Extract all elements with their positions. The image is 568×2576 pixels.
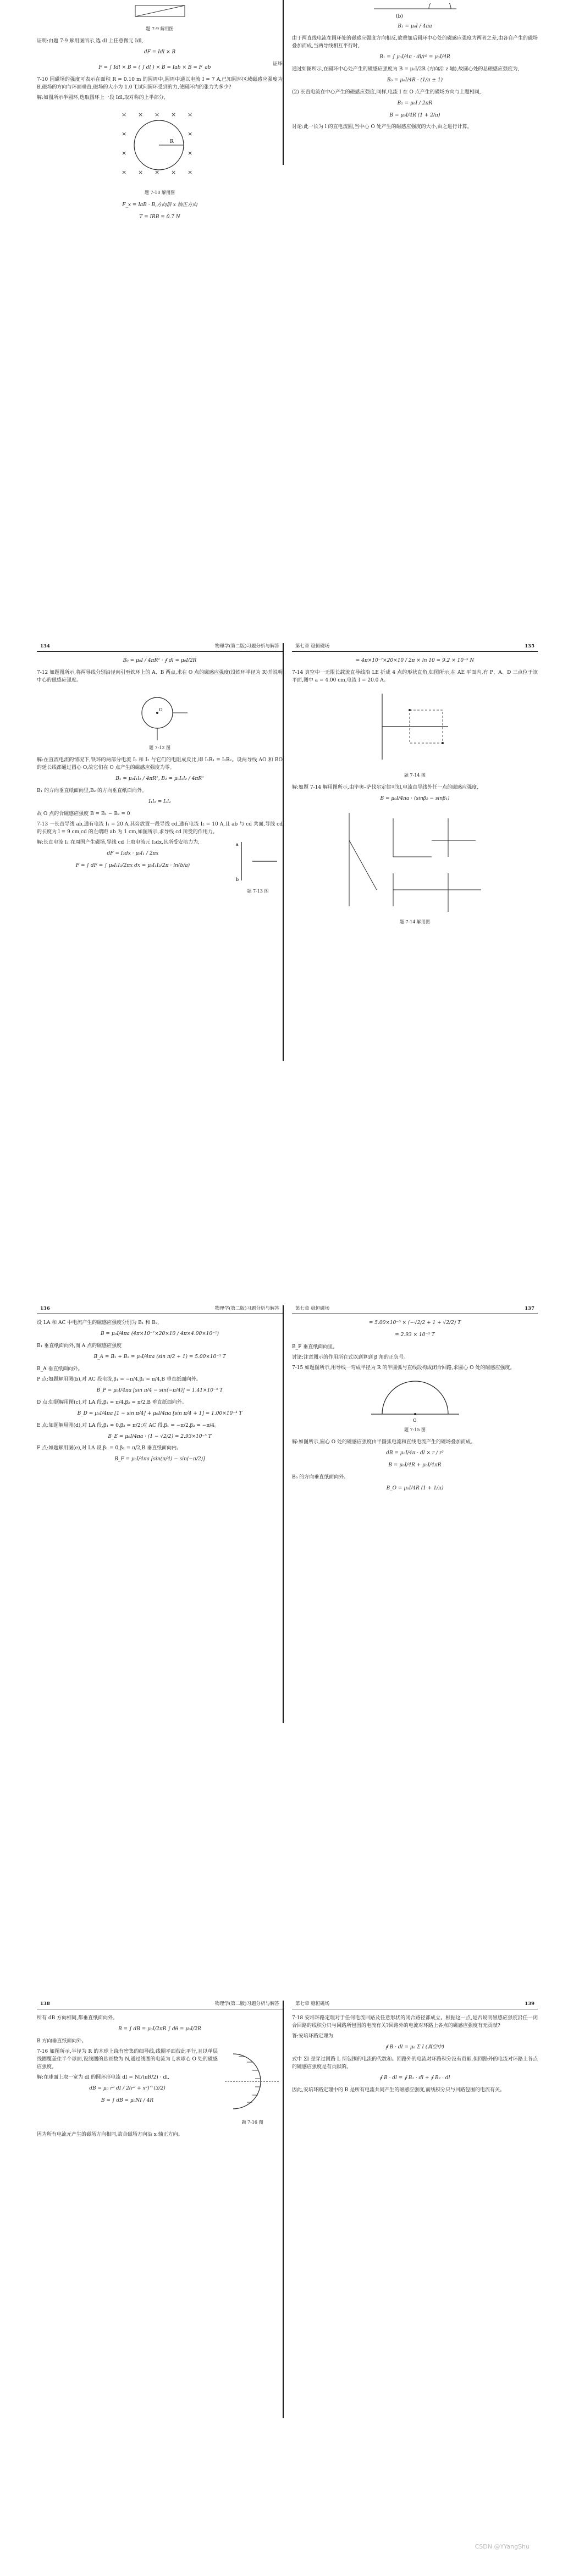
svg-text:b: b	[236, 877, 239, 882]
problem-7-13: 7-13 一长直导线 ab,通有电流 I₁ = 20 A,其旁放置一段导线 cd,通有电流 I₂ = 10 A,且 ab 与 cd 共面,导线 cd 的长度为 l = 9 cm,cd 的左端距 ab 为 1 cm,如图所示,求导线 cd 所受的作用力。	[37, 822, 283, 835]
page-number: 138	[40, 2001, 50, 2007]
equation: B₂ = μ₀I / 2πR	[397, 100, 433, 106]
equation: B = ∫ dB = μ₀I/2πR ∫ dθ = μ₀I/2R	[118, 2026, 201, 2032]
equation: B₀ = μ₀I/4R · (1/π ± 1)	[387, 77, 443, 83]
page-header	[37, 1305, 283, 1314]
solution: 解:如题 7-14 解用图所示,由毕奥–萨伐尔定律可知,电流直导线外任一点的磁感应强度,	[292, 785, 479, 791]
running-title: 第七章 稳恒磁场	[295, 644, 330, 649]
problem-7-15: 7-15 如题图所示,用导线一弯成半径为 R 的半圆弧与直线段构成闭合回路,求圆心 O 处的磁感应强度。	[292, 1365, 515, 1371]
svg-text:×: ×	[170, 111, 176, 119]
figure-sublabel: (b)	[395, 14, 403, 19]
spread-1	[0, 0, 568, 550]
figure-7-13	[233, 839, 283, 883]
svg-text:×: ×	[137, 169, 143, 176]
running-title: 物理学(第二版)习题分析与解答	[214, 644, 279, 649]
page-right-1	[290, 0, 540, 550]
paragraph: B 方向垂直纸面向外。	[37, 2038, 87, 2045]
figure-caption: 题 7-16 图	[241, 2119, 263, 2125]
proof-done-label: 证毕	[272, 62, 283, 68]
svg-text:×: ×	[121, 169, 126, 176]
paragraph: E 点:如题解用图(d),对 LA 段,β₁ = 0,β₂ = π/2;对 AC 段,β₁ = −π/2,β₂ = −π/4。	[37, 1422, 220, 1428]
page-number: 135	[525, 644, 534, 649]
page-divider	[283, 643, 284, 1061]
equation: = 4π×10⁻⁷×20×10 / 2π × ln 10 = 9.2 × 10⁻⁵ N	[355, 658, 475, 664]
paragraph: F 点:如题解用图(e),对 LA 段,β₁ = 0,β₂ = π/2,B 垂直纸面向内。	[37, 1445, 182, 1452]
paragraph: 式中 ΣI 是穿过回路 L 所包围的电流的代数和。回路外的电流对环路积分没有贡献,但回路外的电流对环路上各点的磁感应强度是有贡献的。	[292, 2056, 538, 2070]
svg-text:×: ×	[187, 111, 192, 119]
equation: B_P = μ₀I/4πa [sin π/4 − sin(−π/4)] = 1.41×10⁻⁴ T	[96, 1387, 223, 1393]
figure-caption: 题 7-13 图	[247, 888, 269, 894]
equation: B = μ₀I/4πa (4π×10⁻⁷×20×10 / 4π×4.00×10⁻²)	[100, 1331, 219, 1337]
page-left-2	[35, 643, 285, 1193]
figure-7-11	[368, 3, 462, 20]
equation: dF = I₂dx · μ₀I₁ / 2πx	[107, 850, 159, 856]
equation: B = μ₀I/4R (1 + 2/π)	[389, 112, 440, 118]
figure-caption: 题 7-10 解用图	[144, 190, 175, 196]
equation: ∮ B · dl = ∮ B₁ · dl + ∮ B₂ · dl	[379, 2075, 450, 2081]
equation: B_F = μ₀I/4πa [sin(π/4) − sin(−π/2)]	[114, 1456, 205, 1462]
equation: B = μ₀I/4R + μ₀I/4πR	[388, 1462, 442, 1469]
equation: = 5.00×10⁻⁵ × (−√2/2 + 1 + √2/2) T	[368, 1320, 461, 1326]
figure-caption: 题 7-15 图	[404, 1427, 426, 1432]
equation: T = IRB = 0.7 N	[139, 214, 180, 220]
page-right-3	[290, 1305, 540, 1855]
page-number: 134	[40, 644, 50, 649]
equation: dB = μ₀I/4π · dl × r / r³	[386, 1450, 444, 1456]
svg-text:R: R	[169, 139, 174, 145]
paragraph: 因为所有电流元产生的磁场方向相同,故合磁场方向沿 x 轴正方向。	[37, 2132, 183, 2138]
paragraph: 讨论:注意图示的作用所在式以到算到 β 角的正负号。	[292, 1354, 409, 1360]
equation: B_A = B₁ + B₂ = μ₀I/4πa (sin π/2 + 1) = 5.00×10⁻⁵ T	[93, 1354, 226, 1360]
spread-4	[0, 2001, 568, 2550]
paragraph: D 点:如题解用图(c),对 LA 段,β₁ = π/4,β₂ = π/2,B 垂直纸面向外。	[37, 1399, 187, 1405]
paragraph: 设 LA 和 AC 中电流产生的磁感应强度分别为 B₁ 和 B₂,	[37, 1320, 159, 1326]
equation: B_E = μ₀I/4πa · (1 − √2/2) = 2.93×10⁻⁵ T	[108, 1433, 212, 1439]
problem-7-16: 7-16 如图所示,半径为 R 的木球上绕有密集的细导线,线圈平面彼此平行,且以单层线圈覆盖住半个球面,设线圈的总匝数为 N,通过线圈的电流为 I,求球心 O 处的磁感应强度。	[37, 2048, 218, 2070]
equation: F = ∫ Idl × B = ( ∫ dl ) × B = Iab × B = F_ab	[98, 65, 211, 71]
solution: 解:长直电流 I₁ 在周围产生磁场,导线 cd 上取电流元 I₂dx,其所受安培力为,	[37, 839, 200, 845]
running-title: 第七章 稳恒磁场	[295, 1306, 330, 1311]
equation: I₁l₁ = I₂l₂	[148, 799, 171, 805]
equation: = 2.93 × 10⁻⁵ T	[395, 1332, 435, 1338]
problem-7-10: 7-10 因磁场的强度可表示在面积 R = 0.10 m 的圆周中,圆周中通以电流 I = 7 A,已知圆环区域磁感应强度为 B,磁场的方向与环面垂直,磁场的大小为 1.0 T,试问圆环受到的力,使圆环内的张力为多少?	[37, 77, 283, 91]
paragraph: 证明:由题 7-9 解用图所示,选 dl 上任意微元 Idl,	[37, 38, 144, 45]
page-header	[37, 2001, 283, 2009]
figure-7-14-solution	[333, 807, 498, 917]
page-number: 139	[525, 2001, 534, 2007]
svg-text:O: O	[412, 1417, 417, 1423]
paragraph: B₁ 垂直纸面向外,而 A 点的磁感应强度	[37, 1343, 122, 1349]
spread-3	[0, 1305, 568, 1855]
svg-text:×: ×	[121, 149, 126, 157]
paragraph: P 点:如题解用图(b),对 AC 段电流,β₁ = −π/4,β₂ = π/4,B 垂直纸面向外。	[37, 1376, 201, 1382]
svg-text:×: ×	[187, 130, 192, 138]
figure-caption: 题 7-14 图	[404, 772, 426, 778]
figure-caption: 题 7-14 解用图	[399, 919, 431, 925]
equation: B₀ = μ₀I / 4πR² · ∮ dl = μ₀I/2R	[123, 658, 197, 664]
paragraph: B₁ 的方向垂直纸面向里,B₂ 的方向垂直纸面向外。	[37, 788, 147, 794]
svg-text:×: ×	[121, 111, 126, 119]
svg-text:×: ×	[154, 111, 159, 119]
equation: B = μ₀I/4πa · (sinβ₂ − sinβ₁)	[380, 796, 450, 802]
equation: dF = Idl × B	[144, 49, 176, 56]
problem-7-12: 7-12 如题图所示,将两导线分别沿径向引至铁环上的 A、B 两点,求在 O 点的磁感应强度(设铁环半径为 R)并说明中心的磁感应强度。	[37, 670, 283, 684]
figure-7-10	[116, 106, 204, 188]
page-header	[292, 643, 538, 652]
figure-7-9	[124, 3, 196, 24]
svg-text:×: ×	[187, 149, 192, 157]
svg-text:×: ×	[154, 169, 159, 176]
page-left-3	[35, 1305, 285, 1855]
equation: B₁ = μ₀I / 4πa	[398, 24, 432, 29]
answer: 答:安培环路定理为	[292, 2034, 334, 2040]
equation: B₁ = μ₀I₁l₁ / 4πR², B₂ = μ₀I₂l₂ / 4πR²	[115, 776, 204, 782]
equation: B_D = μ₀I/4πa [1 − sin π/4] + μ₀I/4πa [sin π/4 + 1] = 1.00×10⁻⁴ T	[77, 1410, 242, 1416]
page-header	[292, 1305, 538, 1314]
page-right-4	[290, 2001, 540, 2550]
svg-text:×: ×	[137, 111, 143, 119]
paragraph: 所有 dB 方向相同,都垂直纸面向外。	[37, 2015, 118, 2021]
page-header	[292, 2001, 538, 2009]
figure-7-14	[360, 688, 470, 771]
paragraph: (2) 长直电流在中心产生的磁感应强度,同样,电流 I 在 O 点产生的磁场方向与上题相同,	[292, 89, 481, 95]
equation: dB = μ₀ r² dI / 2(r² + x²)^(3/2)	[89, 2085, 166, 2091]
problem-7-18: 7-18 安培环路定理对于任何电流回路及任意形状的闭合路径都成立。根据这一点,是否说明磁感应强度沿任一闭合回路的线积分只与回路所包围的电流有关?回路外的电流对环路上各点的磁感应强度有无贡献?	[292, 2015, 538, 2029]
page-right-2	[290, 643, 540, 1193]
equation: B₁ = ∫ μ₀I/4π · dl/r² = μ₀I/4R	[379, 54, 450, 60]
svg-text:O: O	[158, 707, 163, 712]
page-left-1	[35, 0, 285, 550]
page-divider	[283, 1305, 284, 1723]
paragraph: B_A 垂直纸面向外。	[37, 1366, 83, 1372]
svg-text:×: ×	[121, 130, 126, 138]
equation: B_O = μ₀I/4R (1 + 1/π)	[386, 1486, 444, 1491]
running-title: 物理学(第二版)习题分析与解答	[214, 2001, 279, 2007]
equation: ∮ B · dl = μ₀ Σ I (真空中)	[385, 2044, 444, 2050]
svg-text:×: ×	[170, 169, 176, 176]
page-header	[37, 643, 283, 652]
paragraph: 因此,安培环路定理中的 B 是所有电流共同产生的磁感应强度,而线积分只与回路包围的电流有关。	[292, 2087, 505, 2093]
equation: B = ∫ dB = μ₀NI / 4R	[101, 2097, 154, 2103]
figure-7-12	[127, 688, 193, 743]
solution: 解:在直流电流的情况下,铁环的两部分电流 I₁ 和 I₂ 与它们的电阻成反比,即 I₁R₁ = I₂R₂。设两导线 AO 和 BO 的延长线都通过圆心 O,故它们在 O 点产生的磁感应强度为零。	[37, 757, 283, 771]
page-left-4	[35, 2001, 285, 2550]
page-number: 137	[525, 1306, 534, 1311]
svg-text:×: ×	[187, 169, 192, 176]
paragraph: 故 O 点的合磁感应强度 B = B₁ − B₂ = 0	[37, 811, 130, 817]
problem-7-14: 7-14 真空中一无限长载流直导线沿 LE 折成 4 点的形状直角,如图所示,在 AE 平面内,有 P、A、D 三点位于该平面,图中 a = 4.00 cm,电流 I = 20.0 A。	[292, 670, 538, 684]
figure-caption: 题 7-9 解用图	[146, 26, 174, 31]
figure-7-15	[366, 1376, 465, 1425]
page-divider	[283, 0, 284, 165]
solution: 解:如图所示,圆心 O 处的磁感应强度由半圆弧电流和直线电流产生的磁场叠加而成。	[292, 1439, 476, 1445]
equation: F_x = IaB · B,方向沿 x 轴正方向	[122, 202, 197, 208]
paragraph: B₀ 的方向垂直纸面向外。	[292, 1475, 349, 1481]
running-title: 第七章 稳恒磁场	[295, 2001, 330, 2007]
svg-text:a: a	[236, 841, 239, 847]
figure-caption: 题 7-12 图	[148, 745, 171, 750]
paragraph: 讨论:此一长为 l 的直电流圆,当中心 O 处产生的磁感应强度的大小,由之进行计算。	[292, 124, 472, 130]
figure-7-16	[222, 2048, 283, 2114]
spread-2	[0, 643, 568, 1193]
solution: 解:在球面上取一宽为 dl 的圆环形电流 dI = NI/(πR/2) · dl,	[37, 2074, 169, 2080]
paragraph: 通过如图所示,在圆环中心处产生的磁感应强度为 B = μ₀I/2R (方向沿 z 轴),故圆心处的总磁感应强度为,	[292, 66, 520, 72]
paragraph: 由于两直线电流在圆环处的磁感应强度方向相反,故叠加后圆环中心处的磁感应强度为两者之差,由各自产生的磁场叠加而成,当两导线相互平行时,	[292, 35, 538, 49]
paragraph: B_F 垂直纸面向里。	[292, 1344, 338, 1350]
page-number: 136	[40, 1306, 50, 1311]
running-title: 物理学(第二版)习题分析与解答	[214, 1306, 279, 1311]
watermark: CSDN @YYangShu	[475, 2543, 530, 2550]
equation: F = ∫ dF = ∫ μ₀I₁I₂/2πx dx = μ₀I₁I₂/2π · ln(b/a)	[75, 862, 190, 868]
page-divider	[283, 2001, 284, 2418]
solution: 解:如图所示半圆环,选取圆环上一段 Idl,取对称的上半部分,	[37, 95, 166, 101]
